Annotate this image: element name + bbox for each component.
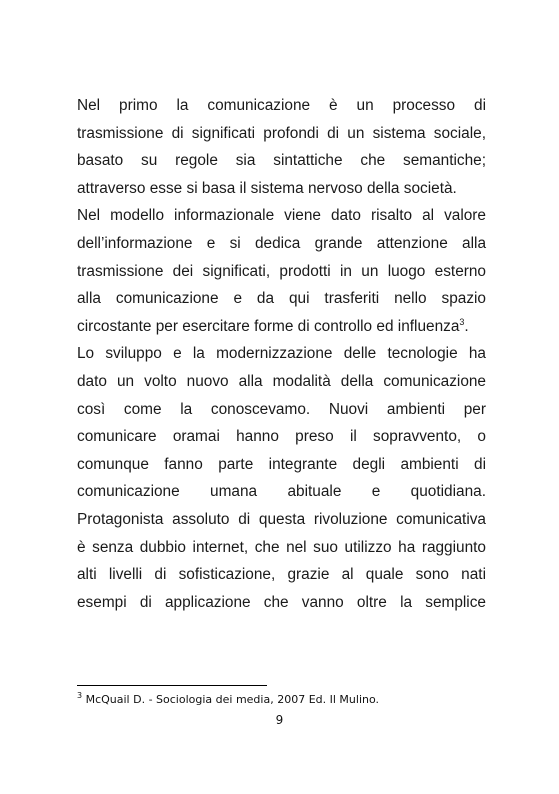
- text-line: esempi di applicazione che vanno oltre la semplice: [77, 593, 486, 611]
- text-line: così come la conoscevamo. Nuovi ambienti per: [77, 400, 486, 418]
- text-line: Nel modello informazionale viene dato risalto al valore: [77, 207, 486, 225]
- text-line: alla comunicazione e da qui trasferiti nello spazio: [77, 290, 486, 308]
- footnote-text: McQuail D. - Sociologia dei media, 2007 Ed. Il Mulino.: [85, 693, 380, 706]
- line-text: circostante per esercitare forme di controllo ed influenza: [77, 317, 460, 335]
- text-line: trasmissione dei significati, prodotti in un luogo esterno: [77, 262, 486, 280]
- text-line: alti livelli di sofisticazione, grazie al quale sono nati: [77, 566, 486, 584]
- footnote-separator: [77, 685, 267, 686]
- text-line: comunicare oramai hanno preso il sopravvento, o: [77, 428, 486, 446]
- text-line: Lo sviluppo e la modernizzazione delle tecnologie ha: [77, 345, 486, 363]
- footnote: [77, 693, 379, 706]
- text-line: basato su regole sia sintattiche che semantiche;: [77, 152, 486, 170]
- page-number: 9: [275, 713, 284, 727]
- text-line: Protagonista assoluto di questa rivoluzione comunicativa: [77, 510, 486, 528]
- sentence-period: .: [464, 317, 469, 335]
- footnote-number: 3: [77, 691, 83, 700]
- footnote-reference[interactable]: 3: [459, 316, 465, 327]
- text-line: dell’informazione e si dedica grande attenzione alla: [77, 234, 486, 252]
- text-line: attraverso esse si basa il sistema nervoso della società.: [77, 179, 457, 197]
- text-line: comunicazione umana abituale e quotidiana.: [77, 483, 486, 501]
- text-line: dato un volto nuovo alla modalità della comunicazione: [77, 372, 486, 390]
- text-line: [77, 313, 486, 341]
- body-text: [77, 92, 486, 616]
- text-line: comunque fanno parte integrante degli ambienti di: [77, 455, 486, 473]
- text-line: trasmissione di significati profondi di un sistema sociale,: [77, 124, 486, 142]
- text-line: Nel primo la comunicazione è un processo di: [77, 97, 486, 114]
- text-line: è senza dubbio internet, che nel suo utilizzo ha raggiunto: [77, 538, 486, 556]
